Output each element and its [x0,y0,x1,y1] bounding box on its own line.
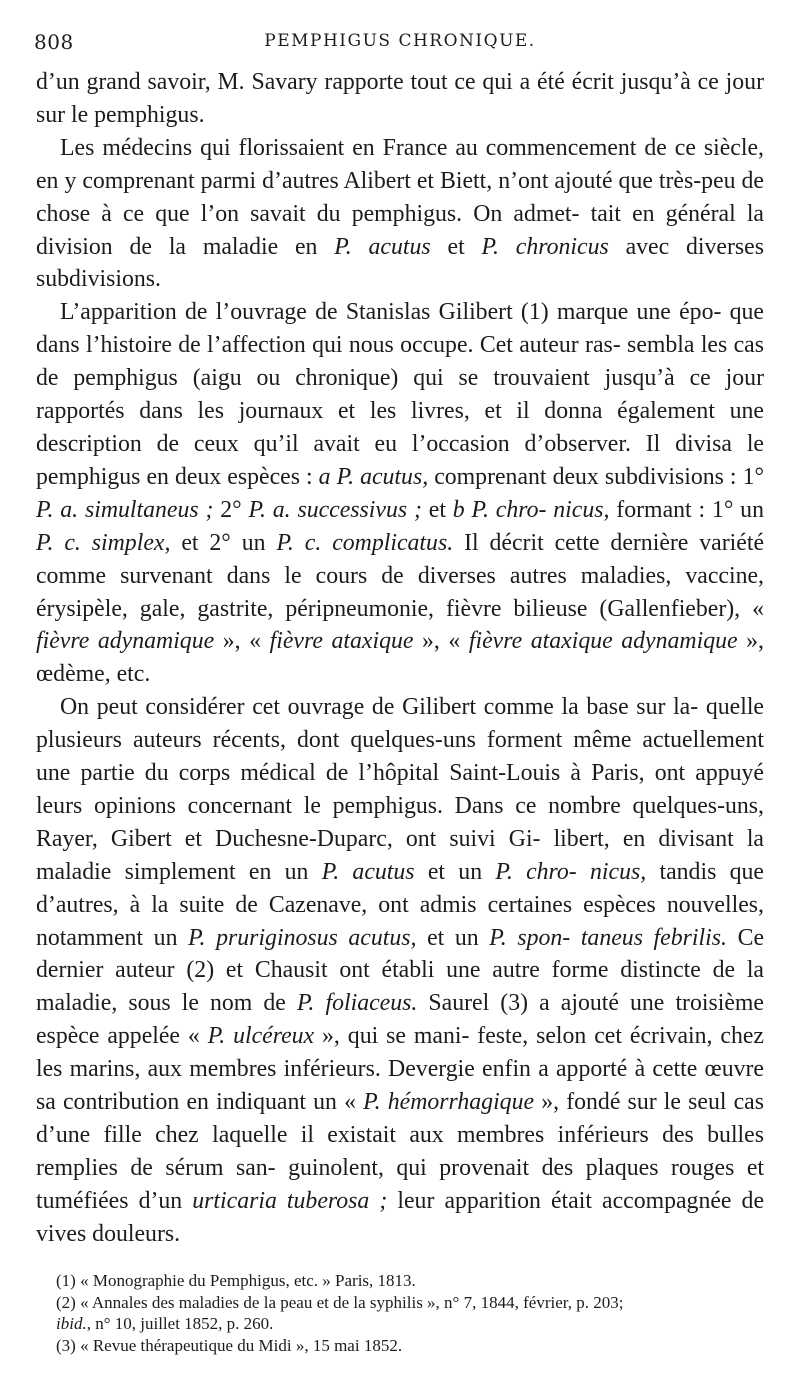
italic-term: fièvre adynamique [36,628,215,655]
text-run: 2° [213,496,249,523]
italic-term: P. c. complicatus. [276,529,454,556]
footnote-2-main: (2) « Annales des maladies de la peau et de la syphilis », n° 7, 1844, février, p. 203; [56,1292,624,1312]
text-run: d’un grand savoir, M. Savary rapporte tout ce qui a été écrit jusqu’à ce jour sur le pemphigus. [36,69,764,128]
text-run: tandis que d’autres, à la suite de Cazenave, ont admis certaines espèces nouvelles, notamment un [36,858,764,951]
page-header [30,30,770,60]
footnote-2 [56,1292,768,1335]
text-run: Il décrit cette dernière variété comme survenant dans le cours de diverses autres maladies, vaccine, érysipèle, gale, gastrite, péripneumonie, fièvre bilieuse (Gallenfieber), « [36,529,765,622]
footnotes [56,1270,768,1356]
text-run: et un [416,924,490,951]
paragraph [36,132,764,297]
italic-term: P. a. successivus ; [248,496,422,523]
text-run: avec diverses subdivisions. [36,233,765,293]
page-number: 808 [34,30,74,54]
text-run: On peut considérer cet ouvrage de Gilibert comme la base sur la- quelle plusieurs auteurs récents, dont quelques-uns forment même actuellement une partie du corps médical de l’hôpital Saint-Louis à Paris, ont appuyé leurs opinions concernant le pemphigus. Dans ce nombre quelques-uns, Rayer, Gibert et Duchesne-Duparc, ont suivi Gi- libert, en divisant la maladie simplement en un [36,694,764,885]
italic-term: P. ulcéreux [207,1023,315,1050]
footnote-2-cont: , n° 10, juillet 1852, p. 260. [86,1314,274,1333]
footnote-2-ibid: ibid. [56,1314,87,1333]
text-run: Les médecins qui florissaient en France au commencement de ce siècle, en y comprenant parmi d’autres Alibert et Biett, n’ont ajouté que très-peu de chose à ce que l’on savait du pemphigus. On admet- tait en général la division de la maladie en [36,134,764,260]
text-run: et un [414,858,496,885]
text-run: formant : 1° un [609,496,764,523]
italic-term: P. acutus [334,233,431,260]
italic-term: a P. acutus, [318,463,429,490]
italic-term: P. spon- taneus febrilis. [489,924,727,951]
italic-term: P. a. simultaneus ; [36,496,214,523]
text-run: », fondé sur le seul cas d’une fille chez laquelle il existait aux membres inférieurs des bulles remplies de sérum san- guinolent, qui provenait des plaques rouges et tuméfiées d’un [36,1089,765,1214]
text-run: », œdème, etc. [36,628,764,688]
text-run: », « [214,628,270,655]
italic-term: urticaria tuberosa ; [192,1187,388,1214]
italic-term: P. chronicus [481,233,609,260]
text-run: comprenant deux subdivisions : 1° [428,463,764,490]
paragraph [36,691,764,1250]
italic-term: fièvre ataxique [269,628,414,655]
italic-term: P. pruriginosus acutus, [188,924,417,951]
text-run: Ce dernier auteur (2) et Chausit ont établi une autre forme distincte de la maladie, sous le nom de [36,924,765,1017]
text-run: Saurel (3) a ajouté une troisième espèce appelée « [36,990,764,1050]
paragraph [36,296,764,691]
text-run: », « [413,628,469,655]
footnote-1: (1) « Monographie du Pemphigus, etc. » Paris, 1813. [56,1271,416,1290]
italic-term: b P. chro- nicus, [452,496,610,523]
footnote-3: (3) « Revue thérapeutique du Midi », 15 mai 1852. [56,1335,403,1355]
text-run: et [430,233,482,260]
text-run: L’apparition de l’ouvrage de Stanislas Gilibert (1) marque une épo- que dans l’histoire de l’affection qui nous occupe. Cet auteur ras- sembla les cas de pemphigus (aigu ou chronique) qui se trouvaient jusqu’à ce jour rapportés dans les journaux et les livres, et il donna également une description de ceux qu’il avait eu l’occasion d’observer. Il divisa le pemphigus en deux espèces : [36,299,764,490]
running-title: PEMPHIGUS CHRONIQUE. [264,31,536,51]
text-run: », qui se mani- feste, selon cet écrivain, chez les marins, aux membres inférieurs. Devergie enfin a apporté à cette œuvre sa contribution en indiquant un « [36,1023,764,1116]
text-run: et [421,496,453,523]
italic-term: P. chro- nicus, [495,858,647,885]
body-text [36,66,764,1251]
text-run: et 2° un [170,529,277,556]
paragraph [36,66,764,132]
italic-term: fièvre ataxique adynamique [468,628,738,655]
text-run: leur apparition était accompagnée de vives douleurs. [36,1187,765,1247]
italic-term: P. foliaceus. [296,990,418,1017]
italic-term: P. c. simplex, [36,529,171,556]
italic-term: P. hémorrhagique [363,1089,535,1116]
italic-term: P. acutus [321,858,415,885]
